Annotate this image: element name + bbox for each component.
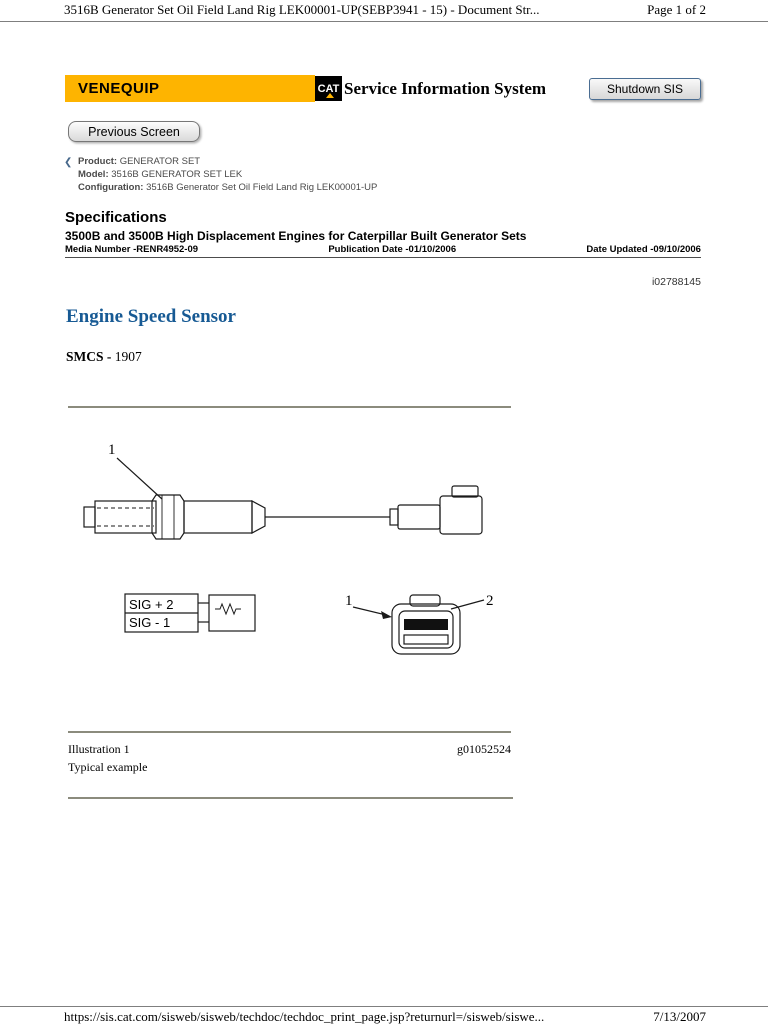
product-value: GENERATOR SET: [119, 156, 201, 167]
wiring-schematic: [125, 594, 255, 632]
illustration-figure: [68, 428, 513, 730]
connector-drawing: [345, 593, 494, 654]
back-arrow-icon: ❮: [64, 157, 73, 168]
product-label: Product:: [78, 156, 118, 167]
product-line: [64, 156, 377, 167]
section-end-divider: [68, 797, 513, 799]
figure-bottom-divider: [68, 731, 511, 733]
document-title: 3500B and 3500B High Displacement Engines for Caterpillar Built Generator Sets: [65, 229, 527, 243]
print-footer: [64, 1009, 706, 1025]
document-meta-row: [65, 244, 701, 255]
sig-plus-label: SIG + 2: [129, 597, 174, 612]
smcs-label: SMCS -: [66, 349, 112, 364]
model-value: 3516B GENERATOR SET LEK: [111, 169, 243, 180]
brand-name: VENEQUIP: [78, 80, 160, 97]
illustration-id: g01052524: [457, 742, 511, 756]
configuration-label: Configuration:: [78, 182, 144, 193]
sis-banner: [65, 75, 701, 102]
illustration-caption: Typical example: [68, 760, 148, 774]
article-title: Engine Speed Sensor: [66, 306, 236, 327]
smcs-line: [66, 349, 142, 365]
illustration-meta: [68, 742, 511, 757]
sig-minus-label: SIG - 1: [129, 615, 171, 630]
previous-screen-button[interactable]: Previous Screen: [68, 121, 200, 142]
print-header-page-number: Page 1 of 2: [647, 2, 706, 17]
date-updated: Date Updated -09/10/2006: [586, 244, 701, 255]
speed-sensor-drawing: [84, 442, 482, 539]
footer-url: https://sis.cat.com/sisweb/sisweb/techdoc/techdoc_print_page.jsp?returnurl=/sisweb/siswe...: [64, 1009, 545, 1024]
callout-1b-label: 1: [345, 593, 353, 609]
sensor-figure: [68, 428, 513, 730]
section-title: Specifications: [65, 209, 167, 226]
callout-2-label: 2: [486, 593, 494, 609]
model-line: [64, 169, 377, 180]
document-id: i02788145: [651, 276, 701, 288]
model-label: Model:: [78, 169, 109, 180]
footer-date: 7/13/2007: [653, 1009, 706, 1024]
header-divider: [0, 21, 768, 22]
media-number: Media Number -RENR4952-09: [65, 244, 199, 255]
product-info: [64, 156, 377, 195]
configuration-line: [64, 182, 377, 193]
publication-date: Publication Date -01/10/2006: [328, 244, 457, 255]
configuration-value: 3516B Generator Set Oil Field Land Rig LEK00001-UP: [146, 182, 378, 193]
cat-logo-text: CAT: [317, 82, 340, 95]
figure-top-divider: [68, 406, 511, 408]
cat-logo: [315, 76, 342, 101]
meta-divider: [65, 257, 701, 258]
brand-bar: [65, 75, 315, 102]
system-title: Service Information System: [344, 78, 547, 98]
callout-1-label: 1: [108, 442, 116, 458]
illustration-label: Illustration 1: [68, 742, 130, 756]
print-header: [64, 2, 706, 18]
footer-divider: [0, 1006, 768, 1007]
print-header-title: 3516B Generator Set Oil Field Land Rig LEK00001-UP(SEBP3941 - 15) - Document Str...: [64, 2, 540, 17]
cat-logo-triangle-icon: [326, 93, 334, 98]
shutdown-sis-button[interactable]: Shutdown SIS: [589, 78, 701, 100]
smcs-value: 1907: [114, 349, 142, 364]
